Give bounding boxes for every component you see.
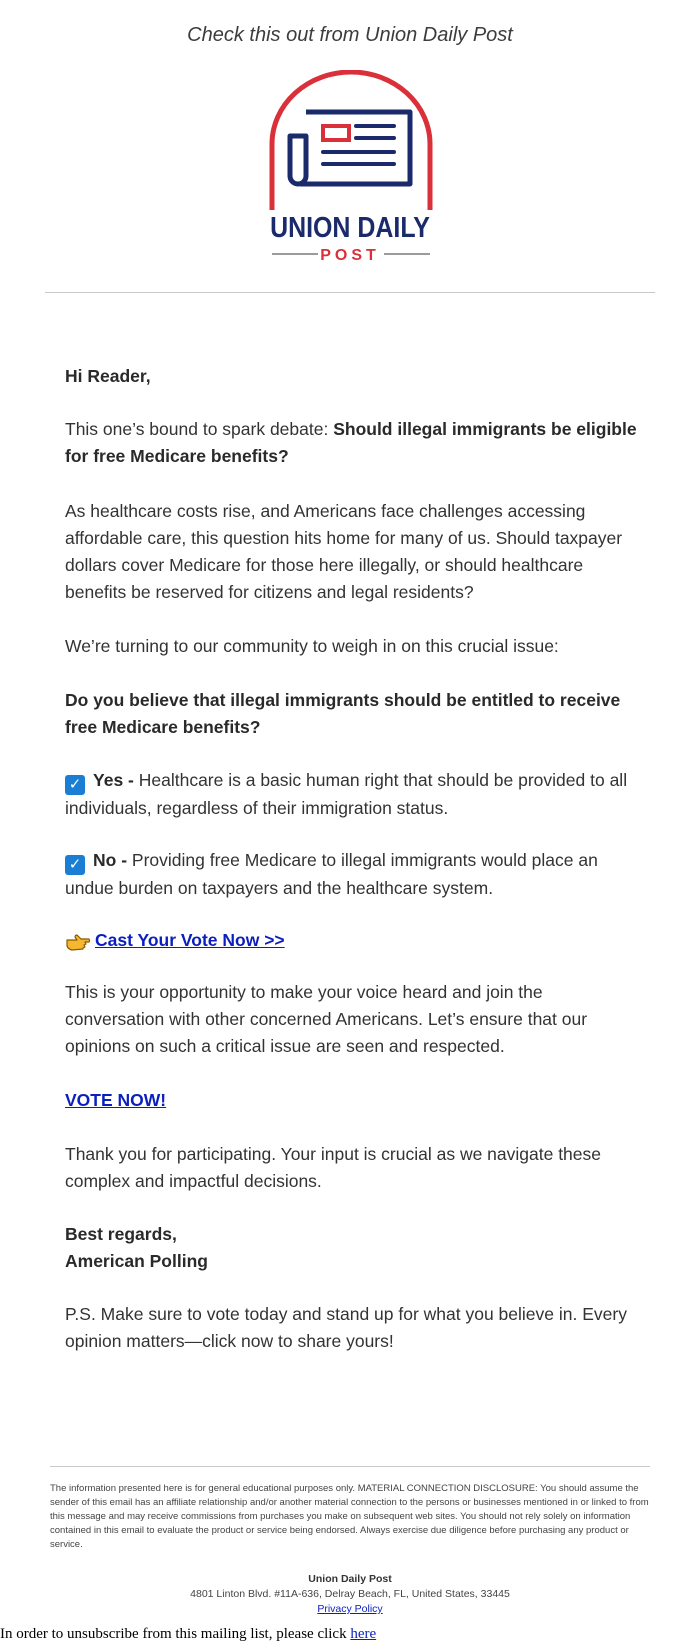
footer-address-block xyxy=(0,1572,700,1617)
context-paragraph: As healthcare costs rise, and Americans face challenges accessing affordable care, this question hits home for many of us. Should taxpayer dollars cover Medicare for those here illegally, or should healthcare benefits be reserved for citizens and legal residents? xyxy=(65,501,623,602)
unsubscribe-link[interactable]: here xyxy=(350,1626,377,1642)
logo-subword: POST xyxy=(320,247,380,264)
footer-divider xyxy=(50,1466,650,1467)
unsubscribe-line: In order to unsubscribe from this mailing list, please click here xyxy=(0,1626,377,1642)
header-tagline: Check this out from Union Daily Post xyxy=(187,24,513,46)
opportunity-paragraph: This is your opportunity to make your voice heard and join the conversation with other concerned Americans. Let’s ensure that our opinions on such a critical issue are seen and respected. xyxy=(65,982,588,1056)
logo-wordmark: UNION DAILY xyxy=(270,212,430,244)
checkbox-icon: ✓ xyxy=(65,855,85,875)
greeting: Hi Reader, xyxy=(65,366,151,386)
vote-now-row xyxy=(65,1087,640,1114)
signature: American Polling xyxy=(65,1251,208,1271)
cast-vote-link[interactable]: Cast Your Vote Now >> xyxy=(95,930,285,950)
cast-vote-row xyxy=(65,927,640,954)
signoff: Best regards, American Polling xyxy=(65,1224,208,1271)
thanks-paragraph: Thank you for participating. Your input is crucial as we navigate these complex and impactful decisions. xyxy=(65,1144,602,1191)
poll-question: Do you believe that illegal immigrants should be entitled to receive free Medicare benefits? xyxy=(65,690,621,737)
option-no[interactable]: ✓ No - Providing free Medicare to illegal immigrants would place an undue burden on taxpayers and the healthcare system. xyxy=(65,850,598,898)
pointing-hand-icon xyxy=(65,932,91,952)
ps-paragraph: P.S. Make sure to vote today and stand up for what you believe in. Every opinion matters—click now to share yours! xyxy=(65,1304,627,1351)
vote-now-link[interactable]: VOTE NOW! xyxy=(65,1090,167,1110)
option-yes[interactable]: ✓ Yes - Healthcare is a basic human right that should be provided to all individuals, regardless of their immigration status. xyxy=(65,770,628,818)
privacy-policy-link[interactable]: Privacy Policy xyxy=(317,1603,383,1615)
footer-address: 4801 Linton Blvd. #11A-636, Delray Beach, FL, United States, 33445 xyxy=(190,1588,510,1600)
community-paragraph: We’re turning to our community to weigh in on this crucial issue: xyxy=(65,636,559,656)
intro-question: Should illegal immigrants be eligible for free Medicare benefits? xyxy=(65,419,637,466)
disclosure-text: The information presented here is for general educational purposes only. MATERIAL CONNECTION DISCLOSURE: You should assume the sender of this email has an affiliate relationship and/or another material connection to the persons or businesses mentioned in or linked to from this message and may receive commissions from purchases you make on subsequent web sites. You should not rely solely on information contained in this email to evaluate the product or service being endorsed. Always exercise due diligence before purchasing any product or service. xyxy=(50,1483,649,1550)
checkbox-icon: ✓ xyxy=(65,775,85,795)
footer-company: Union Daily Post xyxy=(308,1573,392,1585)
header-divider xyxy=(45,292,655,293)
intro-paragraph: This one’s bound to spark debate: Should illegal immigrants be eligible for free Medicare benefits? xyxy=(65,419,637,466)
